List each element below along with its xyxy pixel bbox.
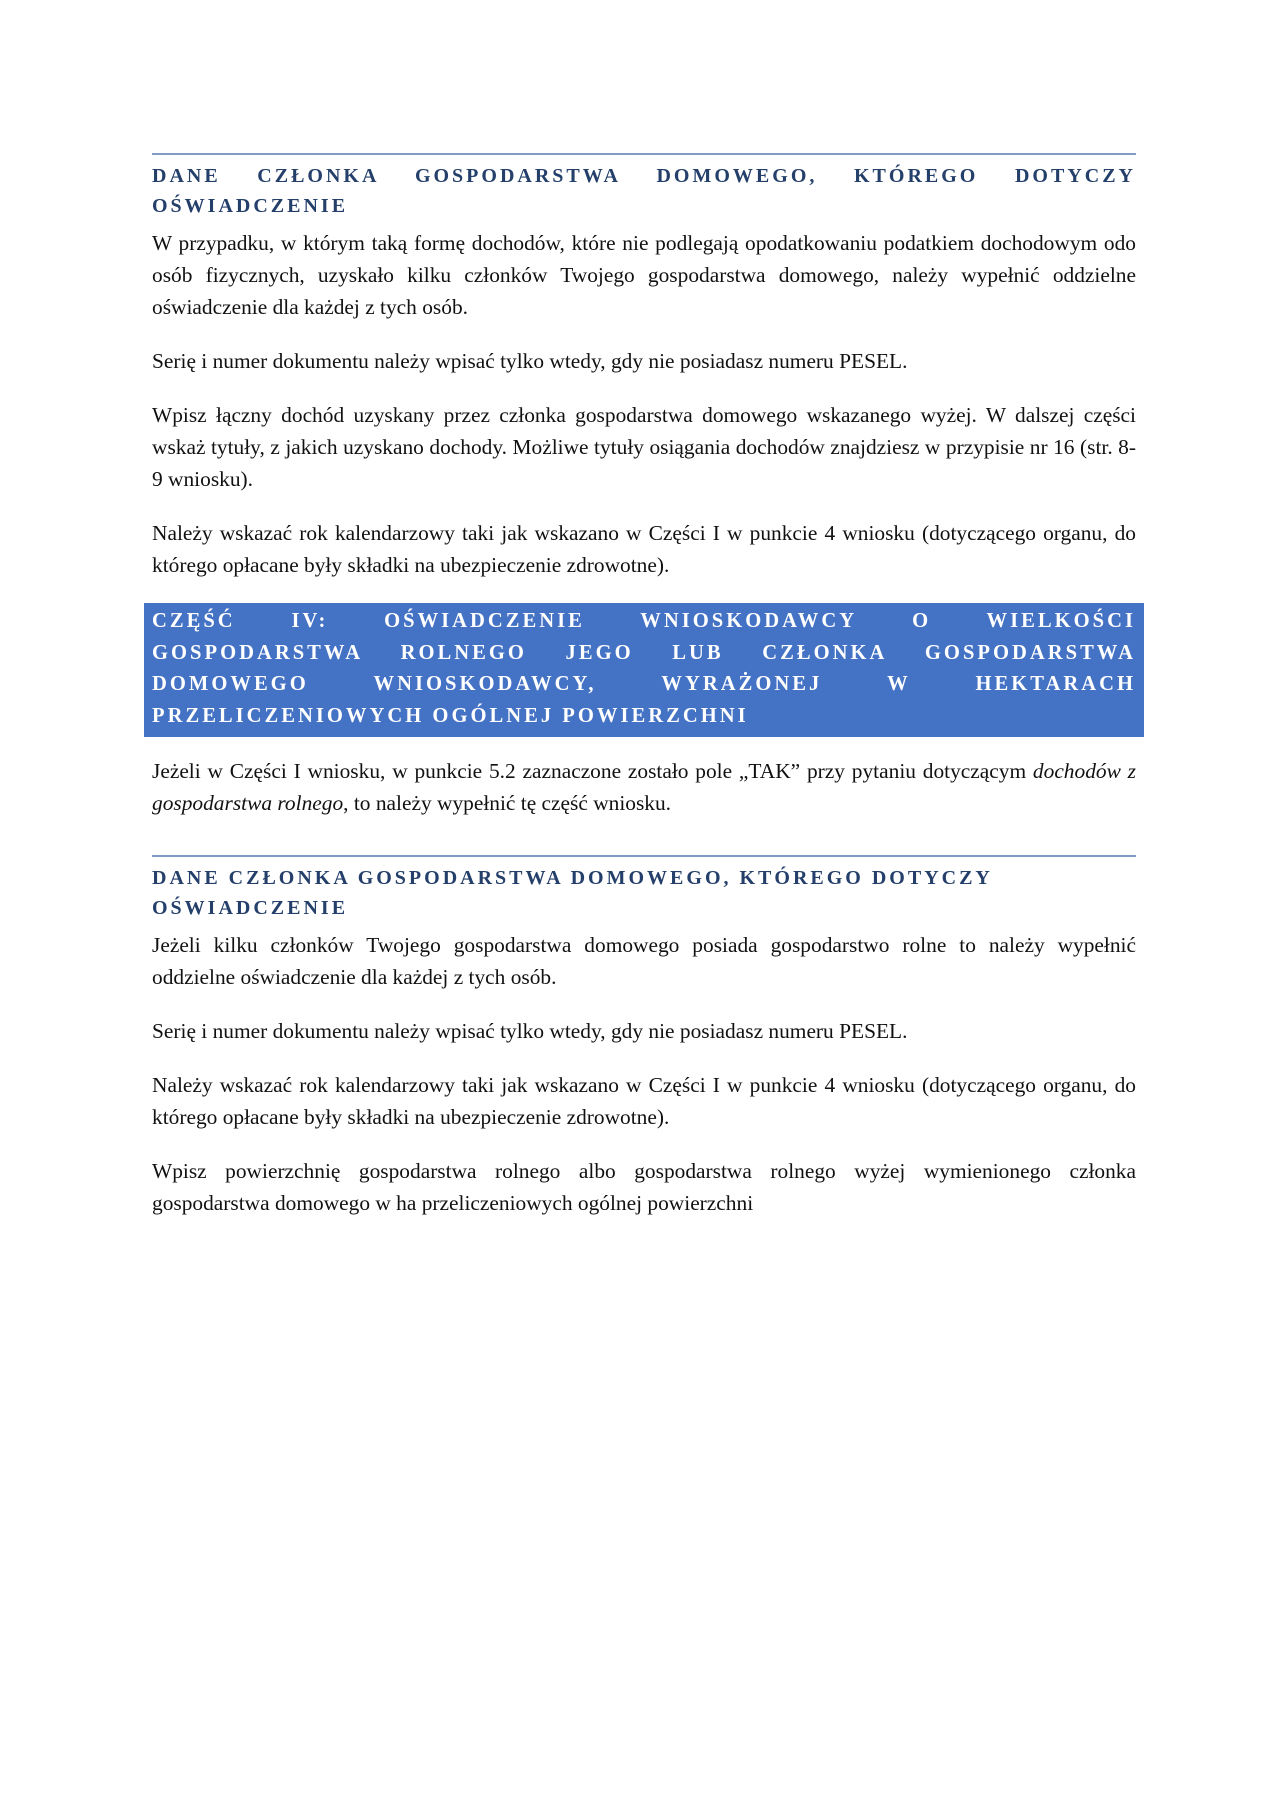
paragraph: Wpisz powierzchnię gospodarstwa rolnego albo gospodarstwa rolnego wyżej wymienionego członka gospodarstwa domowego w ha przeliczeniowych ogólnej powierzchni (152, 1159, 1136, 1215)
intro-text: , to należy wypełnić tę część wniosku. (343, 791, 672, 815)
heading-line: DANE CZŁONKA GOSPODARSTWA DOMOWEGO, KTÓREGO DOTYCZY (152, 165, 1136, 187)
paragraph: Należy wskazać rok kalendarzowy taki jak wskazano w Części I w punkcie 4 wniosku (dotyczącego organu, do którego opłacane były składki na ubezpieczenie zdrowotne). (152, 1073, 1136, 1129)
heading-line: OŚWIADCZENIE (152, 195, 349, 217)
paragraph: Jeżeli kilku członków Twojego gospodarstwa domowego posiada gospodarstwo rolne to należy wypełnić oddzielne oświadczenie dla każdej z tych osób. (152, 933, 1136, 989)
paragraph: Należy wskazać rok kalendarzowy taki jak wskazano w Części I w punkcie 4 wniosku (dotyczącego organu, do którego opłacane były składki na ubezpieczenie zdrowotne). (152, 521, 1136, 577)
heading-line: PRZELICZENIOWYCH OGÓLNEJ POWIERZCHNI (152, 704, 749, 727)
section-heading-household-member (152, 153, 1136, 221)
intro-text: Jeżeli w Części I wniosku, w punkcie 5.2 zaznaczone zostało pole „TAK” przy pytaniu dotyczącym (152, 759, 1033, 783)
heading-line: CZĘŚĆ IV: OŚWIADCZENIE WNIOSKODAWCY O WIELKOŚCI (152, 610, 1136, 632)
paragraph: Serię i numer dokumentu należy wpisać tylko wtedy, gdy nie posiadasz numeru PESEL. (152, 1019, 908, 1043)
paragraph: Serię i numer dokumentu należy wpisać tylko wtedy, gdy nie posiadasz numeru PESEL. (152, 349, 908, 373)
heading-line: OŚWIADCZENIE (152, 897, 349, 919)
heading-line: DANE CZŁONKA GOSPODARSTWA DOMOWEGO, KTÓREGO DOTYCZY (152, 867, 993, 889)
paragraph: W przypadku, w którym taką formę dochodów, które nie podlegają opodatkowaniu podatkiem dochodowym odo osób fizycznych, uzyskało kilku członków Twojego gospodarstwa domowego, należy wypełnić oddzielne oświadczenie dla każdej z tych osób. (152, 231, 1136, 319)
heading-line: DOMOWEGO WNIOSKODAWCY, WYRAŻONEJ W HEKTARACH (152, 673, 1136, 695)
part-iv-heading (144, 603, 1144, 737)
paragraph: Wpisz łączny dochód uzyskany przez członka gospodarstwa domowego wskazanego wyżej. W dalszej części wskaż tytuły, z jakich uzyskano dochody. Możliwe tytuły osiągania dochodów znajdziesz w przypisie nr 16 (str. 8-9 wniosku). (152, 403, 1136, 491)
section-heading-household-member-2 (152, 855, 1136, 923)
document-page (152, 153, 1136, 1241)
heading-line: GOSPODARSTWA ROLNEGO JEGO LUB CZŁONKA GOSPODARSTWA (152, 641, 1136, 664)
part-iv-intro (152, 755, 1136, 819)
intro-italic: dochodów z gospodarstwa rolnego (152, 759, 1136, 815)
